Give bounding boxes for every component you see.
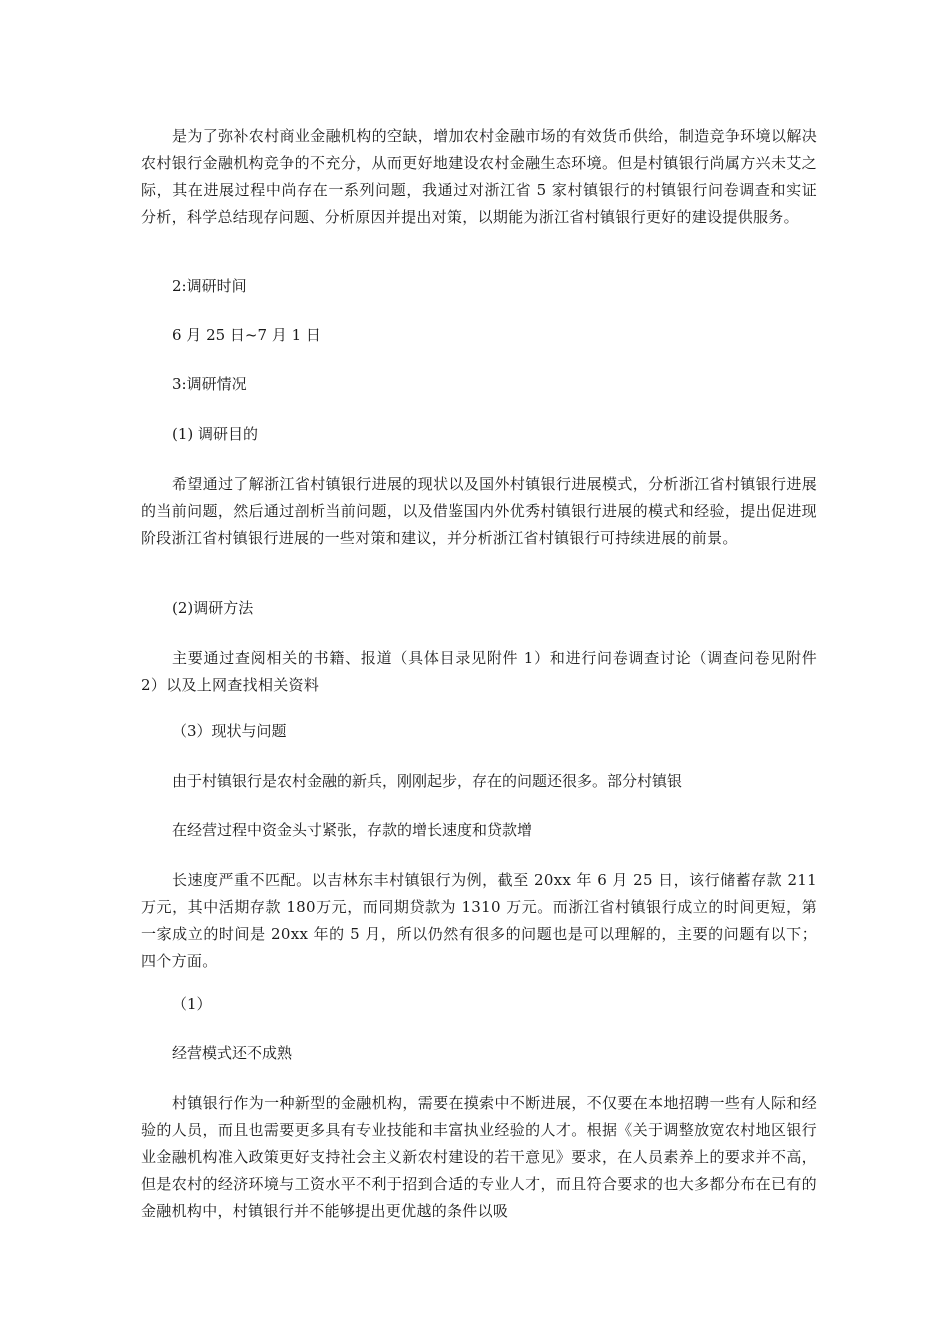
paragraph-purpose: 希望通过了解浙江省村镇银行进展的现状以及国外村镇银行进展模式，分析浙江省村镇银行进展的当前问题，然后通过剖析当前问题，以及借鉴国内外优秀村镇银行进展的模式和经验，提出促进现阶段浙江省村镇银行进展的一些对策和建议，并分析浙江省村镇银行可持续进展的前景。: [141, 475, 817, 547]
paragraph-method: 主要通过查阅相关的书籍、报道（具体目录见附件 1）和进行问卷调查讨论（调查问卷见附件 2）以及上网查找相关资料: [141, 649, 817, 694]
research-dates: 6 月 25 日~7 月 1 日: [172, 326, 321, 344]
list-marker-1: （1）: [172, 995, 212, 1013]
heading-research-situation: 3:调研情况: [172, 375, 247, 393]
paragraph-funding-tight: 在经营过程中资金头寸紧张，存款的增长速度和贷款增: [172, 821, 533, 839]
heading-research-method: (2)调研方法: [172, 599, 254, 617]
heading-research-purpose: (1) 调研目的: [172, 425, 259, 443]
paragraph-background: 是为了弥补农村商业金融机构的空缺，增加农村金融市场的有效货币供给，制造竞争环境以解决农村银行金融机构竞争的不充分，从而更好地建设农村金融生态环境。但是村镇银行尚属方兴未艾之际，其在进展过程中尚存在一系列问题，我通过对浙江省 5 家村镇银行的村镇银行问卷调查和实证分析，科学总结现存问题、分析原因并提出对策，以期能为浙江省村镇银行更好的建设提供服务。: [141, 127, 817, 226]
heading-business-model: 经营模式还不成熟: [172, 1044, 293, 1062]
heading-research-time: 2:调研时间: [172, 277, 247, 295]
paragraph-business-model: 村镇银行作为一种新型的金融机构，需要在摸索中不断进展，不仅要在本地招聘一些有人际和经验的人员，而且也需要更多具有专业技能和丰富执业经验的人才。根据《关于调整放宽农村地区银行业金融机构准入政策更好支持社会主义新农村建设的若干意见》要求，在人员素养上的要求并不高，但是农村的经济环境与工资水平不利于招到合适的专业人才，而且符合要求的也大多都分布在已有的金融机构中，村镇银行并不能够提出更优越的条件以吸: [141, 1094, 817, 1220]
paragraph-growth-mismatch: 长速度严重不匹配。以吉林东丰村镇银行为例，截至 20xx 年 6 月 25 日，该行储蓄存款 211 万元，其中活期存款 180万元，而同期贷款为 1310 万元。而浙江省村镇银行成立的时间更短，第一家成立的时间是 20xx 年的 5 月，所以仍然有很多的问题也是可以理解的，主要的问题有以下；四个方面。: [141, 871, 817, 970]
heading-status-problems: （3）现状与问题: [172, 722, 287, 740]
paragraph-status-intro: 由于村镇银行是农村金融的新兵，刚刚起步，存在的问题还很多。部分村镇银: [172, 772, 683, 790]
